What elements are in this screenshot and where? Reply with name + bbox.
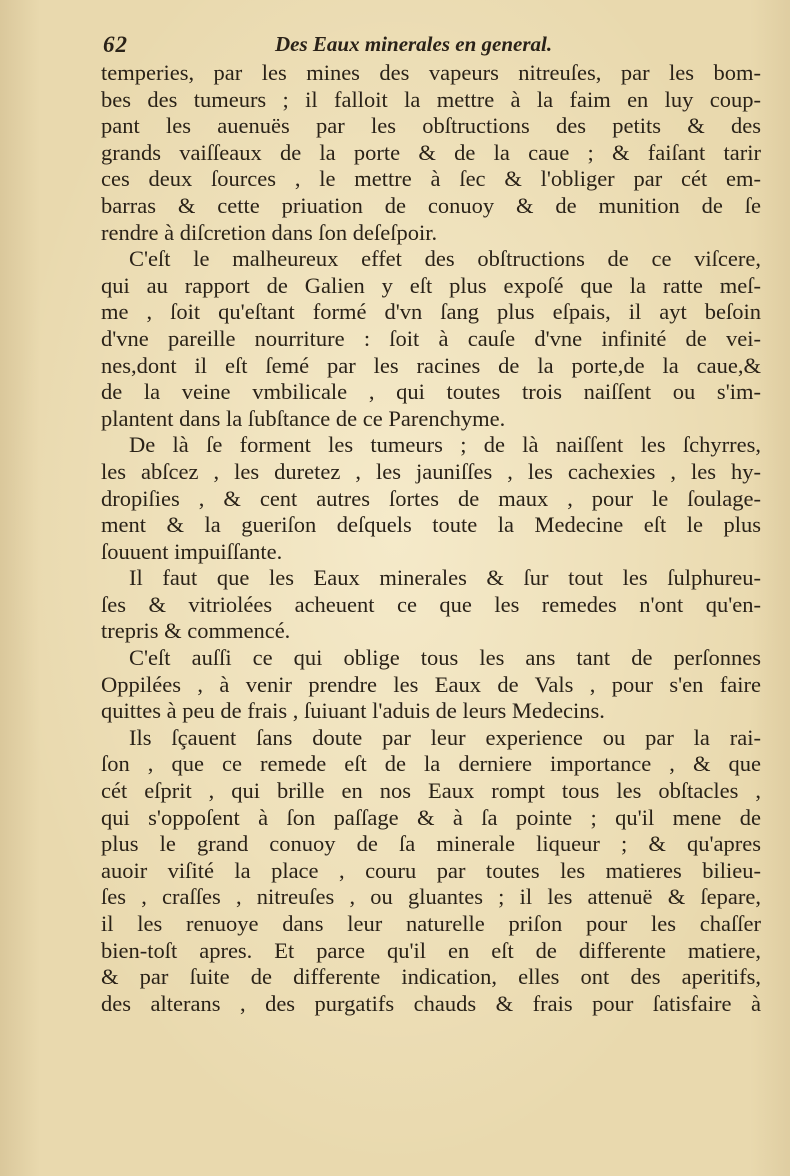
text-line: bien-toſt apres. Et parce qu'il en eſt de differente matiere, <box>101 937 761 963</box>
text-line: quittes à peu de frais , ſuiuant l'aduis de leurs Medecins. <box>101 698 605 724</box>
text-line: & par ſuite de differente indication, elles ont des aperitifs, <box>101 964 761 990</box>
text-line: il les renuoye dans leur naturelle priſon pour les chaſſer <box>101 911 761 936</box>
text-line: qui au rapport de Galien y eſt plus expoſé que la ratte meſ- <box>101 272 761 298</box>
text-line: qui s'oppoſent à ſon paſſage & à ſa pointe ; qu'il mene de <box>101 804 761 830</box>
text-line: Oppilées , à venir prendre les Eaux de Vals , pour s'en faire <box>101 671 761 697</box>
text-line: barras & cette priuation de conuoy & de munition de ſe <box>101 192 761 218</box>
text-line: des alterans , des purgatifs chauds & frais pour ſatisfaire à <box>101 990 761 1016</box>
text-line: auoir viſité la place , couru par toutes les matieres bilieu- <box>101 857 761 883</box>
text-line: ment & la gueriſon deſquels toute la Medecine eſt le plus <box>101 512 761 538</box>
text-line: ſes , craſſes , nitreuſes , ou gluantes ; il les attenuë & ſepare, <box>101 884 761 910</box>
text-line: rendre à diſcretion dans ſon deſeſpoir. <box>101 219 438 245</box>
body-text <box>101 60 761 1017</box>
page-number: 62 <box>103 32 128 57</box>
text-line: Ils ſçauent ſans doute par leur experience ou par la rai- <box>129 724 761 750</box>
text-line: C'eſt le malheureux effet des obſtructions de ce viſcere, <box>129 246 761 272</box>
text-line: C'eſt auſſi ce qui oblige tous les ans tant de perſonnes <box>129 645 761 671</box>
text-line: grands vaiſſeaux de la porte & de la caue ; & faiſant tarir <box>101 139 761 165</box>
text-line: me , ſoit qu'eſtant formé d'vn ſang plus eſpais, il ayt beſoin <box>101 299 761 325</box>
text-line: temperies, par les mines des vapeurs nitreuſes, par les bom- <box>101 60 761 85</box>
text-line: ſon , que ce remede eſt de la derniere importance , & que <box>101 751 761 777</box>
text-line: ces deux ſources , le mettre à ſec & l'obliger par cét em- <box>101 166 761 192</box>
text-line: Il faut que les Eaux minerales & ſur tout les ſulphureu- <box>129 565 761 591</box>
text-line: ſes & vitriolées acheuent ce que les remedes n'ont qu'en- <box>101 591 761 617</box>
text-line: nes,dont il eſt ſemé par les racines de la porte,de la caue,& <box>101 352 761 378</box>
text-line: cét eſprit , qui brille en nos Eaux rompt tous les obſtacles , <box>101 778 761 804</box>
running-title: Des Eaux minerales en general. <box>275 32 553 56</box>
text-line: bes des tumeurs ; il falloit la mettre à la faim en luy coup- <box>101 86 761 112</box>
text-line: plus le grand conuoy de ſa minerale liqueur ; & qu'apres <box>101 831 761 857</box>
page-edge <box>790 0 800 1176</box>
text-line: trepris & commencé. <box>101 618 291 644</box>
text-line: de la veine vmbilicale , qui toutes trois naiſſent ou s'im- <box>101 379 761 405</box>
text-line: dropiſies , & cent autres ſortes de maux , pour le ſoulage- <box>101 485 761 511</box>
text-line: pant les auenuës par les obſtructions des petits & des <box>101 113 761 139</box>
text-line: De là ſe forment les tumeurs ; de là naiſſent les ſchyrres, <box>129 432 761 458</box>
running-head <box>0 32 790 62</box>
text-line: ſouuent impuiſſante. <box>101 538 283 564</box>
text-line: les abſcez , les duretez , les jauniſſes , les cachexies , les hy- <box>101 458 761 484</box>
text-line: d'vne pareille nourriture : ſoit à cauſe d'vne infinité de vei- <box>101 325 761 351</box>
text-line: plantent dans la ſubſtance de ce Parenchyme. <box>101 405 506 431</box>
